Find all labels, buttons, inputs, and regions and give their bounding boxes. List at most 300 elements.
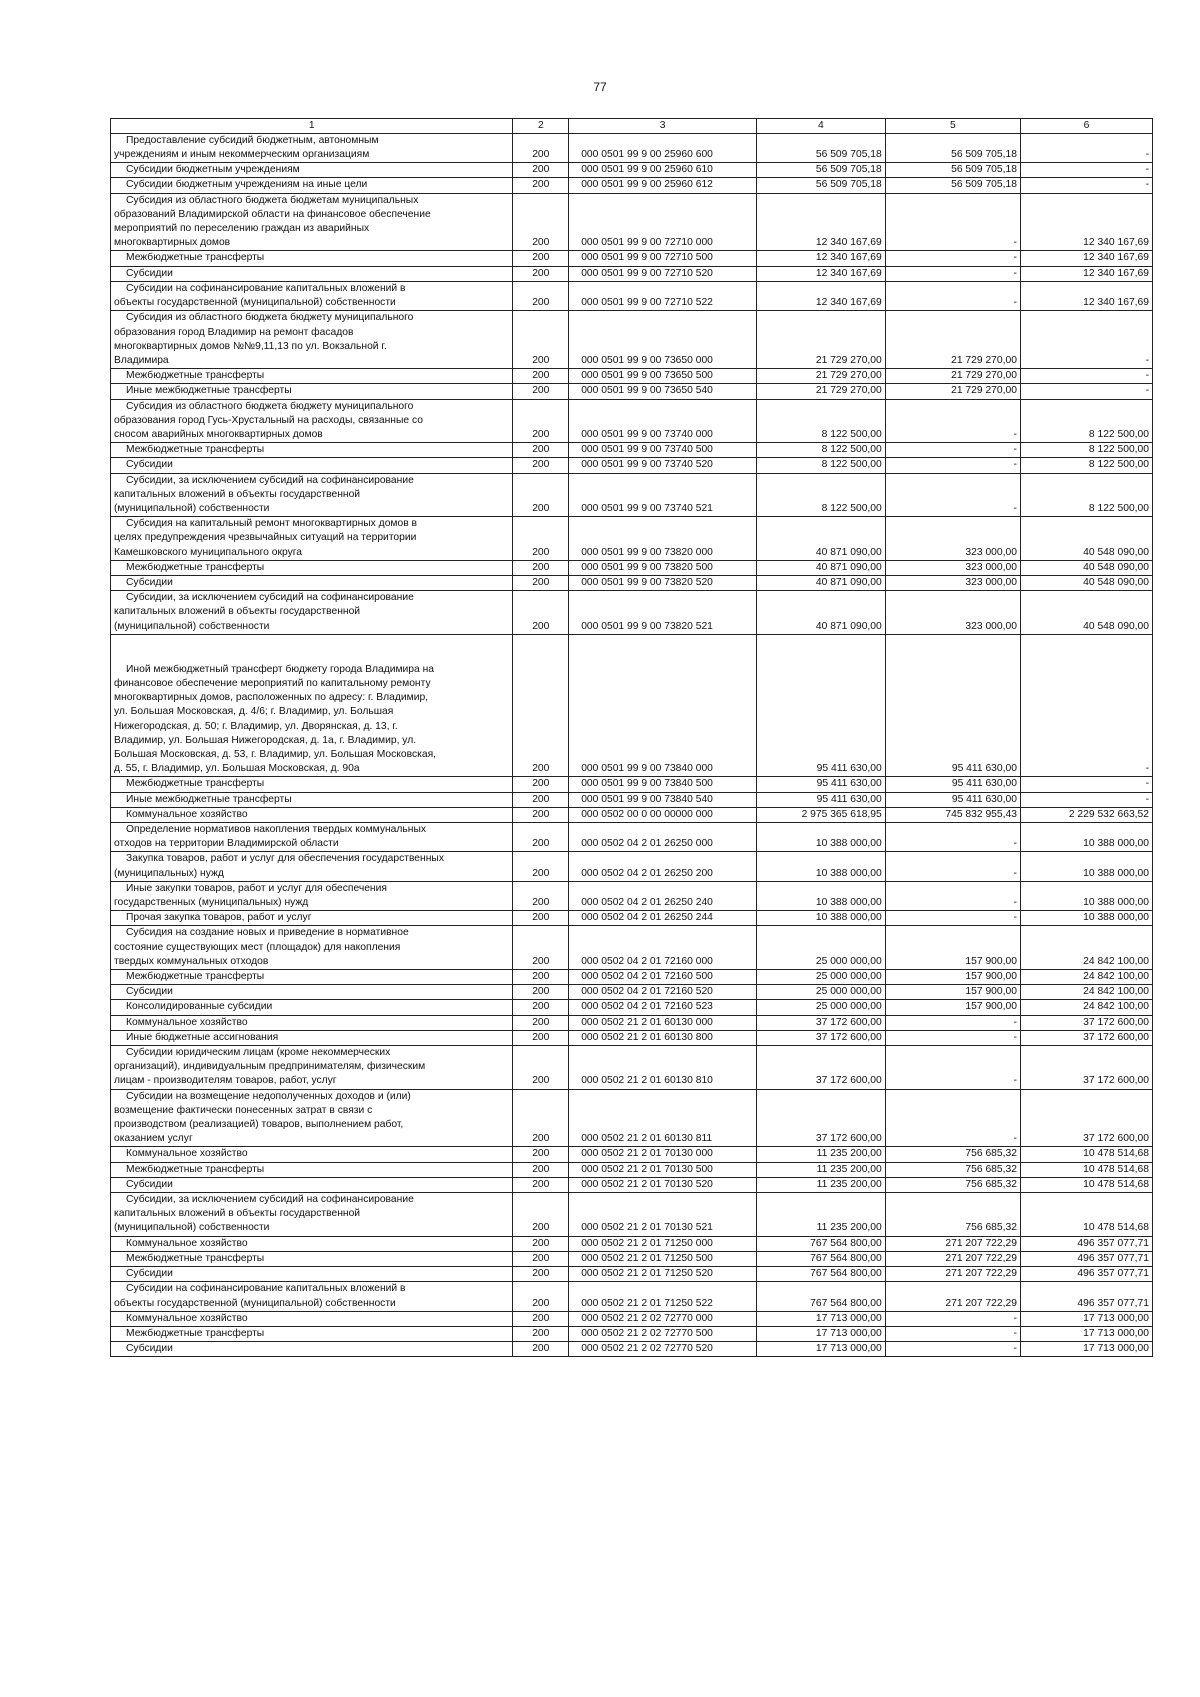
line-code-cell: 200	[513, 777, 569, 792]
unexecuted-amount-cell: 17 713 000,00	[1020, 1342, 1152, 1357]
executed-amount-cell: 95 411 630,00	[885, 777, 1020, 792]
table-row	[111, 807, 1153, 822]
page-number: 77	[593, 80, 607, 94]
budget-code-cell: 000 0501 99 9 00 25960 612	[569, 178, 757, 193]
approved-amount-cell: 17 713 000,00	[756, 1326, 885, 1341]
executed-amount-cell: -	[885, 473, 1020, 517]
budget-code-cell: 000 0502 04 2 01 72160 500	[569, 970, 757, 985]
budget-code-cell: 000 0502 21 2 01 71250 500	[569, 1251, 757, 1266]
approved-amount-cell: 12 340 167,69	[756, 266, 885, 281]
executed-amount-cell: -	[885, 266, 1020, 281]
row-name-text: Межбюджетные трансферты	[126, 561, 265, 573]
budget-code-cell: 000 0501 99 9 00 73650 500	[569, 369, 757, 384]
budget-code-cell: 000 0501 99 9 00 73820 500	[569, 560, 757, 575]
row-name-text: Субсидии бюджетным учреждениям	[126, 164, 300, 176]
line-code-cell: 200	[513, 1193, 569, 1237]
executed-amount-cell: 323 000,00	[885, 517, 1020, 561]
approved-amount-cell: 21 729 270,00	[756, 384, 885, 399]
unexecuted-amount-cell: 8 122 500,00	[1020, 399, 1152, 443]
line-code-cell: 200	[513, 193, 569, 251]
row-name-cell	[111, 1030, 513, 1045]
row-name-text: Коммунальное хозяйство	[126, 1148, 248, 1160]
approved-amount-cell: 10 388 000,00	[756, 881, 885, 910]
row-name-cell	[111, 1251, 513, 1266]
unexecuted-amount-cell: 12 340 167,69	[1020, 193, 1152, 251]
table-row	[111, 1282, 1153, 1311]
line-code-cell: 200	[513, 251, 569, 266]
column-header-4: 4	[756, 119, 885, 134]
executed-amount-cell: -	[885, 1015, 1020, 1030]
row-name-cell	[111, 1089, 513, 1147]
approved-amount-cell: 11 235 200,00	[756, 1147, 885, 1162]
row-name-cell	[111, 823, 513, 852]
row-name-text: Субсидии на возмещение недополученных доходов и (или) возмещение фактически понесенных затрат в связи с производством (реализацией) товаров, выполнением работ, оказанием услуг	[114, 1090, 411, 1145]
row-name-cell	[111, 443, 513, 458]
unexecuted-amount-cell: 37 172 600,00	[1020, 1089, 1152, 1147]
approved-amount-cell: 10 388 000,00	[756, 852, 885, 881]
budget-code-cell: 000 0502 21 2 01 70130 521	[569, 1193, 757, 1237]
approved-amount-cell: 11 235 200,00	[756, 1177, 885, 1192]
line-code-cell: 200	[513, 792, 569, 807]
approved-amount-cell: 56 509 705,18	[756, 133, 885, 162]
unexecuted-amount-cell: 12 340 167,69	[1020, 281, 1152, 310]
approved-amount-cell: 40 871 090,00	[756, 575, 885, 590]
unexecuted-amount-cell: 10 388 000,00	[1020, 852, 1152, 881]
approved-amount-cell: 37 172 600,00	[756, 1089, 885, 1147]
row-name-text: Субсидии бюджетным учреждениям на иные цели	[126, 179, 368, 191]
table-row	[111, 852, 1153, 881]
executed-amount-cell: -	[885, 852, 1020, 881]
row-name-cell	[111, 251, 513, 266]
table-row	[111, 881, 1153, 910]
row-name-text: Субсидии на софинансирование капитальных вложений в объекты государственной (муниципальной) собственности	[114, 282, 406, 309]
row-name-cell	[111, 634, 513, 777]
row-name-cell	[111, 1000, 513, 1015]
table-row	[111, 193, 1153, 251]
budget-code-cell: 000 0501 99 9 00 73820 521	[569, 591, 757, 635]
executed-amount-cell: 323 000,00	[885, 591, 1020, 635]
budget-code-cell: 000 0501 99 9 00 72710 500	[569, 251, 757, 266]
row-name-cell	[111, 1311, 513, 1326]
row-name-text: Межбюджетные трансферты	[126, 444, 265, 456]
row-name-cell	[111, 384, 513, 399]
budget-code-cell: 000 0502 21 2 01 60130 810	[569, 1046, 757, 1090]
unexecuted-amount-cell: 24 842 100,00	[1020, 926, 1152, 970]
table-row	[111, 926, 1153, 970]
row-name-cell	[111, 369, 513, 384]
table-row	[111, 443, 1153, 458]
row-name-text: Субсидии	[126, 1178, 173, 1190]
executed-amount-cell: 157 900,00	[885, 926, 1020, 970]
executed-amount-cell: 271 207 722,29	[885, 1282, 1020, 1311]
row-name-text: Субсидии	[126, 576, 173, 588]
row-name-text: Субсидия на капитальный ремонт многоквартирных домов в целях предупреждения чрезвычайных ситуаций на территории Камешковского муниципального округа	[114, 518, 418, 558]
approved-amount-cell: 767 564 800,00	[756, 1282, 885, 1311]
executed-amount-cell: -	[885, 399, 1020, 443]
approved-amount-cell: 10 388 000,00	[756, 911, 885, 926]
table-row	[111, 1147, 1153, 1162]
row-name-text: Определение нормативов накопления твердых коммунальных отходов на территории Владимирской области	[114, 824, 427, 850]
budget-code-cell: 000 0502 21 2 01 60130 811	[569, 1089, 757, 1147]
unexecuted-amount-cell: 37 172 600,00	[1020, 1015, 1152, 1030]
executed-amount-cell: -	[885, 443, 1020, 458]
line-code-cell: 200	[513, 1326, 569, 1341]
row-name-cell	[111, 985, 513, 1000]
line-code-cell: 200	[513, 1267, 569, 1282]
row-name-cell	[111, 1282, 513, 1311]
executed-amount-cell: 56 509 705,18	[885, 133, 1020, 162]
line-code-cell: 200	[513, 911, 569, 926]
budget-code-cell: 000 0502 21 2 01 71250 522	[569, 1282, 757, 1311]
executed-amount-cell: -	[885, 881, 1020, 910]
row-name-text: Субсидии, за исключением субсидий на софинансирование капитальных вложений в объекты государственной (муниципальной) собственности	[114, 592, 414, 632]
row-name-text: Межбюджетные трансферты	[126, 971, 265, 983]
row-name-cell	[111, 266, 513, 281]
unexecuted-amount-cell: -	[1020, 792, 1152, 807]
approved-amount-cell: 40 871 090,00	[756, 517, 885, 561]
column-header-2: 2	[513, 119, 569, 134]
row-name-text: Межбюджетные трансферты	[126, 778, 265, 790]
executed-amount-cell: 157 900,00	[885, 970, 1020, 985]
budget-code-cell: 000 0502 21 2 02 72770 520	[569, 1342, 757, 1357]
executed-amount-cell: 756 685,32	[885, 1162, 1020, 1177]
table-row	[111, 634, 1153, 777]
line-code-cell: 200	[513, 807, 569, 822]
budget-code-cell: 000 0502 21 2 02 72770 000	[569, 1311, 757, 1326]
unexecuted-amount-cell: 37 172 600,00	[1020, 1030, 1152, 1045]
row-name-cell	[111, 1162, 513, 1177]
row-name-cell	[111, 163, 513, 178]
unexecuted-amount-cell: -	[1020, 311, 1152, 369]
unexecuted-amount-cell: 496 357 077,71	[1020, 1236, 1152, 1251]
line-code-cell: 200	[513, 591, 569, 635]
row-name-cell	[111, 193, 513, 251]
table-row	[111, 1236, 1153, 1251]
table-row	[111, 777, 1153, 792]
executed-amount-cell: -	[885, 1311, 1020, 1326]
approved-amount-cell: 8 122 500,00	[756, 473, 885, 517]
row-name-text: Межбюджетные трансферты	[126, 252, 265, 264]
line-code-cell: 200	[513, 985, 569, 1000]
budget-code-cell: 000 0501 99 9 00 73740 500	[569, 443, 757, 458]
row-name-cell	[111, 926, 513, 970]
unexecuted-amount-cell: 12 340 167,69	[1020, 266, 1152, 281]
column-header-5: 5	[885, 119, 1020, 134]
table-row	[111, 1015, 1153, 1030]
approved-amount-cell: 17 713 000,00	[756, 1311, 885, 1326]
table-row	[111, 517, 1153, 561]
line-code-cell: 200	[513, 1282, 569, 1311]
executed-amount-cell: 56 509 705,18	[885, 178, 1020, 193]
approved-amount-cell: 21 729 270,00	[756, 369, 885, 384]
budget-code-cell: 000 0501 99 9 00 73740 000	[569, 399, 757, 443]
table-row	[111, 251, 1153, 266]
row-name-text: Коммунальное хозяйство	[126, 1312, 248, 1324]
row-name-text: Субсидии на софинансирование капитальных вложений в объекты государственной (муниципальной) собственности	[114, 1283, 406, 1309]
approved-amount-cell: 25 000 000,00	[756, 926, 885, 970]
table-row	[111, 1000, 1153, 1015]
table-row	[111, 384, 1153, 399]
approved-amount-cell: 12 340 167,69	[756, 281, 885, 310]
line-code-cell: 200	[513, 1030, 569, 1045]
budget-code-cell: 000 0501 99 9 00 73820 520	[569, 575, 757, 590]
row-name-cell	[111, 178, 513, 193]
executed-amount-cell: 745 832 955,43	[885, 807, 1020, 822]
executed-amount-cell: -	[885, 1342, 1020, 1357]
line-code-cell: 200	[513, 399, 569, 443]
approved-amount-cell: 12 340 167,69	[756, 193, 885, 251]
table-row	[111, 133, 1153, 162]
row-name-text: Межбюджетные трансферты	[126, 370, 265, 382]
table-row	[111, 369, 1153, 384]
table-row	[111, 163, 1153, 178]
budget-code-cell: 000 0502 00 0 00 00000 000	[569, 807, 757, 822]
table-row	[111, 591, 1153, 635]
executed-amount-cell: 95 411 630,00	[885, 634, 1020, 777]
row-name-text: Субсидии	[126, 1268, 173, 1280]
row-name-cell	[111, 575, 513, 590]
unexecuted-amount-cell: 37 172 600,00	[1020, 1046, 1152, 1090]
row-name-text: Коммунальное хозяйство	[126, 808, 248, 820]
budget-code-cell: 000 0501 99 9 00 72710 000	[569, 193, 757, 251]
table-header-row	[111, 119, 1153, 134]
budget-code-cell: 000 0501 99 9 00 73820 000	[569, 517, 757, 561]
approved-amount-cell: 95 411 630,00	[756, 777, 885, 792]
budget-code-cell: 000 0502 21 2 02 72770 500	[569, 1326, 757, 1341]
row-name-cell	[111, 881, 513, 910]
unexecuted-amount-cell: 24 842 100,00	[1020, 1000, 1152, 1015]
approved-amount-cell: 25 000 000,00	[756, 970, 885, 985]
executed-amount-cell: -	[885, 1030, 1020, 1045]
approved-amount-cell: 37 172 600,00	[756, 1015, 885, 1030]
unexecuted-amount-cell: -	[1020, 163, 1152, 178]
unexecuted-amount-cell: -	[1020, 133, 1152, 162]
unexecuted-amount-cell: 496 357 077,71	[1020, 1267, 1152, 1282]
column-header-6: 6	[1020, 119, 1152, 134]
table-row	[111, 311, 1153, 369]
budget-code-cell: 000 0501 99 9 00 73650 540	[569, 384, 757, 399]
table-row	[111, 792, 1153, 807]
executed-amount-cell: 756 685,32	[885, 1177, 1020, 1192]
line-code-cell: 200	[513, 178, 569, 193]
executed-amount-cell: -	[885, 281, 1020, 310]
budget-code-cell: 000 0501 99 9 00 25960 610	[569, 163, 757, 178]
unexecuted-amount-cell: 2 229 532 663,52	[1020, 807, 1152, 822]
line-code-cell: 200	[513, 281, 569, 310]
unexecuted-amount-cell: 10 388 000,00	[1020, 881, 1152, 910]
row-name-cell	[111, 852, 513, 881]
row-name-cell	[111, 1193, 513, 1237]
executed-amount-cell: -	[885, 823, 1020, 852]
unexecuted-amount-cell: -	[1020, 369, 1152, 384]
approved-amount-cell: 767 564 800,00	[756, 1267, 885, 1282]
approved-amount-cell: 767 564 800,00	[756, 1236, 885, 1251]
table-row	[111, 473, 1153, 517]
executed-amount-cell: 157 900,00	[885, 1000, 1020, 1015]
row-name-text: Субсидия на создание новых и приведение в нормативное состояние существующих мест (площадок) для накопления твердых коммунальных отходов	[114, 927, 409, 967]
budget-code-cell: 000 0501 99 9 00 73740 520	[569, 458, 757, 473]
budget-code-cell: 000 0502 21 2 01 70130 500	[569, 1162, 757, 1177]
unexecuted-amount-cell: 496 357 077,71	[1020, 1282, 1152, 1311]
line-code-cell: 200	[513, 384, 569, 399]
budget-execution-table	[110, 118, 1153, 1357]
unexecuted-amount-cell: 12 340 167,69	[1020, 251, 1152, 266]
executed-amount-cell: -	[885, 458, 1020, 473]
table-row	[111, 1251, 1153, 1266]
budget-code-cell: 000 0501 99 9 00 72710 520	[569, 266, 757, 281]
table-row	[111, 399, 1153, 443]
budget-code-cell: 000 0501 99 9 00 73840 500	[569, 777, 757, 792]
unexecuted-amount-cell: 10 478 514,68	[1020, 1193, 1152, 1237]
row-name-text: Субсидии	[126, 267, 173, 279]
unexecuted-amount-cell: 496 357 077,71	[1020, 1251, 1152, 1266]
row-name-text: Иные межбюджетные трансферты	[126, 385, 292, 397]
row-name-text: Межбюджетные трансферты	[126, 1327, 265, 1339]
table-row	[111, 1311, 1153, 1326]
unexecuted-amount-cell: 40 548 090,00	[1020, 517, 1152, 561]
line-code-cell: 200	[513, 163, 569, 178]
row-name-cell	[111, 517, 513, 561]
executed-amount-cell: 323 000,00	[885, 575, 1020, 590]
budget-code-cell: 000 0502 21 2 01 60130 800	[569, 1030, 757, 1045]
row-name-text: Субсидии юридическим лицам (кроме некоммерческих организаций), индивидуальным предпринимателям, физическим лицам - производителям товаров, работ, услуг	[114, 1047, 426, 1087]
table-row	[111, 1030, 1153, 1045]
row-name-text: Иные закупки товаров, работ и услуг для обеспечения государственных (муниципальных) нужд	[114, 882, 387, 909]
row-name-cell	[111, 591, 513, 635]
line-code-cell: 200	[513, 1046, 569, 1090]
approved-amount-cell: 25 000 000,00	[756, 1000, 885, 1015]
row-name-cell	[111, 1326, 513, 1341]
budget-code-cell: 000 0501 99 9 00 72710 522	[569, 281, 757, 310]
approved-amount-cell: 37 172 600,00	[756, 1046, 885, 1090]
row-name-cell	[111, 473, 513, 517]
table-row	[111, 178, 1153, 193]
unexecuted-amount-cell: 24 842 100,00	[1020, 985, 1152, 1000]
approved-amount-cell: 8 122 500,00	[756, 443, 885, 458]
table-row	[111, 1089, 1153, 1147]
row-name-text: Субсидии	[126, 1343, 173, 1355]
line-code-cell: 200	[513, 133, 569, 162]
executed-amount-cell: 756 685,32	[885, 1147, 1020, 1162]
executed-amount-cell: -	[885, 251, 1020, 266]
budget-code-cell: 000 0501 99 9 00 73650 000	[569, 311, 757, 369]
row-name-cell	[111, 1267, 513, 1282]
line-code-cell: 200	[513, 970, 569, 985]
table-row	[111, 266, 1153, 281]
unexecuted-amount-cell: -	[1020, 178, 1152, 193]
executed-amount-cell: -	[885, 1089, 1020, 1147]
budget-code-cell: 000 0502 04 2 01 26250 000	[569, 823, 757, 852]
row-name-cell	[111, 458, 513, 473]
row-name-text: Иные бюджетные ассигнования	[126, 1031, 279, 1043]
row-name-cell	[111, 911, 513, 926]
budget-code-cell: 000 0502 04 2 01 26250 244	[569, 911, 757, 926]
budget-code-cell: 000 0501 99 9 00 73840 540	[569, 792, 757, 807]
approved-amount-cell: 95 411 630,00	[756, 792, 885, 807]
table-row	[111, 1046, 1153, 1090]
row-name-cell	[111, 1177, 513, 1192]
row-name-text: Субсидия из областного бюджета бюджету муниципального образования город Владимир на ремонт фасадов многоквартирных домов №№9,11,13 по ул. Вокзальной г. Владимира	[114, 312, 414, 366]
executed-amount-cell: -	[885, 193, 1020, 251]
table-row	[111, 575, 1153, 590]
row-name-cell	[111, 970, 513, 985]
approved-amount-cell: 56 509 705,18	[756, 163, 885, 178]
budget-code-cell: 000 0502 21 2 01 71250 520	[569, 1267, 757, 1282]
row-name-text: Межбюджетные трансферты	[126, 1252, 265, 1264]
budget-code-cell: 000 0502 21 2 01 70130 000	[569, 1147, 757, 1162]
approved-amount-cell: 767 564 800,00	[756, 1251, 885, 1266]
executed-amount-cell: -	[885, 1326, 1020, 1341]
line-code-cell: 200	[513, 575, 569, 590]
approved-amount-cell: 2 975 365 618,95	[756, 807, 885, 822]
approved-amount-cell: 10 388 000,00	[756, 823, 885, 852]
line-code-cell: 200	[513, 1311, 569, 1326]
column-header-3: 3	[569, 119, 757, 134]
line-code-cell: 200	[513, 1015, 569, 1030]
unexecuted-amount-cell: 17 713 000,00	[1020, 1326, 1152, 1341]
column-header-1: 1	[111, 119, 513, 134]
line-code-cell: 200	[513, 1342, 569, 1357]
row-name-text: Субсидии	[126, 986, 173, 998]
budget-code-cell: 000 0502 04 2 01 26250 200	[569, 852, 757, 881]
row-name-cell	[111, 792, 513, 807]
row-name-text: Субсидии, за исключением субсидий на софинансирование капитальных вложений в объекты государственной (муниципальной) собственности	[114, 474, 414, 514]
line-code-cell: 200	[513, 1089, 569, 1147]
executed-amount-cell: 271 207 722,29	[885, 1251, 1020, 1266]
table-row	[111, 1193, 1153, 1237]
row-name-cell	[111, 1147, 513, 1162]
row-name-text: Коммунальное хозяйство	[126, 1016, 248, 1028]
row-name-cell	[111, 1046, 513, 1090]
approved-amount-cell: 21 729 270,00	[756, 311, 885, 369]
unexecuted-amount-cell: -	[1020, 634, 1152, 777]
unexecuted-amount-cell: -	[1020, 384, 1152, 399]
executed-amount-cell: -	[885, 1046, 1020, 1090]
approved-amount-cell: 40 871 090,00	[756, 591, 885, 635]
line-code-cell: 200	[513, 1251, 569, 1266]
unexecuted-amount-cell: 24 842 100,00	[1020, 970, 1152, 985]
table-row	[111, 1326, 1153, 1341]
table-body	[111, 133, 1153, 1356]
row-name-text: Прочая закупка товаров, работ и услуг	[126, 912, 312, 924]
table-row	[111, 985, 1153, 1000]
line-code-cell: 200	[513, 560, 569, 575]
line-code-cell: 200	[513, 517, 569, 561]
row-name-cell	[111, 399, 513, 443]
line-code-cell: 200	[513, 443, 569, 458]
row-name-text: Субсидия из областного бюджета бюджету муниципального образования город Гусь-Хрустальный на расходы, связанные со сносом аварийных многоквартирных домов	[114, 400, 423, 440]
unexecuted-amount-cell: 10 478 514,68	[1020, 1147, 1152, 1162]
approved-amount-cell: 12 340 167,69	[756, 251, 885, 266]
executed-amount-cell: 21 729 270,00	[885, 369, 1020, 384]
line-code-cell: 200	[513, 311, 569, 369]
line-code-cell: 200	[513, 926, 569, 970]
budget-code-cell: 000 0501 99 9 00 73840 000	[569, 634, 757, 777]
executed-amount-cell: -	[885, 911, 1020, 926]
table-row	[111, 560, 1153, 575]
row-name-text: Иной межбюджетный трансферт бюджету города Владимира на финансовое обеспечение мероприятий по капитальному ремонту многоквартирных домов, расположенных по адресу: г. Владимир, ул. Большая Московская, д. 4/6; г. Владимир, ул. Большая Нижегородская, д. 50; г. Владимир, ул. Дворянская, д. 13, г. Владимир, ул. Большая Нижегородская, д. 1а, г. Владимир, ул. Большая Московская, д. 53, г. Владимир, ул. Большая Московская, д. 55, г. Владимир, ул. Большая Московская, д. 90а	[114, 663, 437, 775]
unexecuted-amount-cell: 8 122 500,00	[1020, 473, 1152, 517]
row-name-text: Коммунальное хозяйство	[126, 1237, 248, 1249]
budget-code-cell: 000 0502 04 2 01 72160 520	[569, 985, 757, 1000]
executed-amount-cell: 56 509 705,18	[885, 163, 1020, 178]
budget-code-cell: 000 0502 04 2 01 26250 240	[569, 881, 757, 910]
line-code-cell: 200	[513, 1147, 569, 1162]
row-name-cell	[111, 281, 513, 310]
row-name-text: Иные межбюджетные трансферты	[126, 793, 292, 805]
row-name-text: Предоставление субсидий бюджетным, автономным учреждениям и иным некоммерческим организациям	[114, 134, 379, 161]
table-row	[111, 1267, 1153, 1282]
